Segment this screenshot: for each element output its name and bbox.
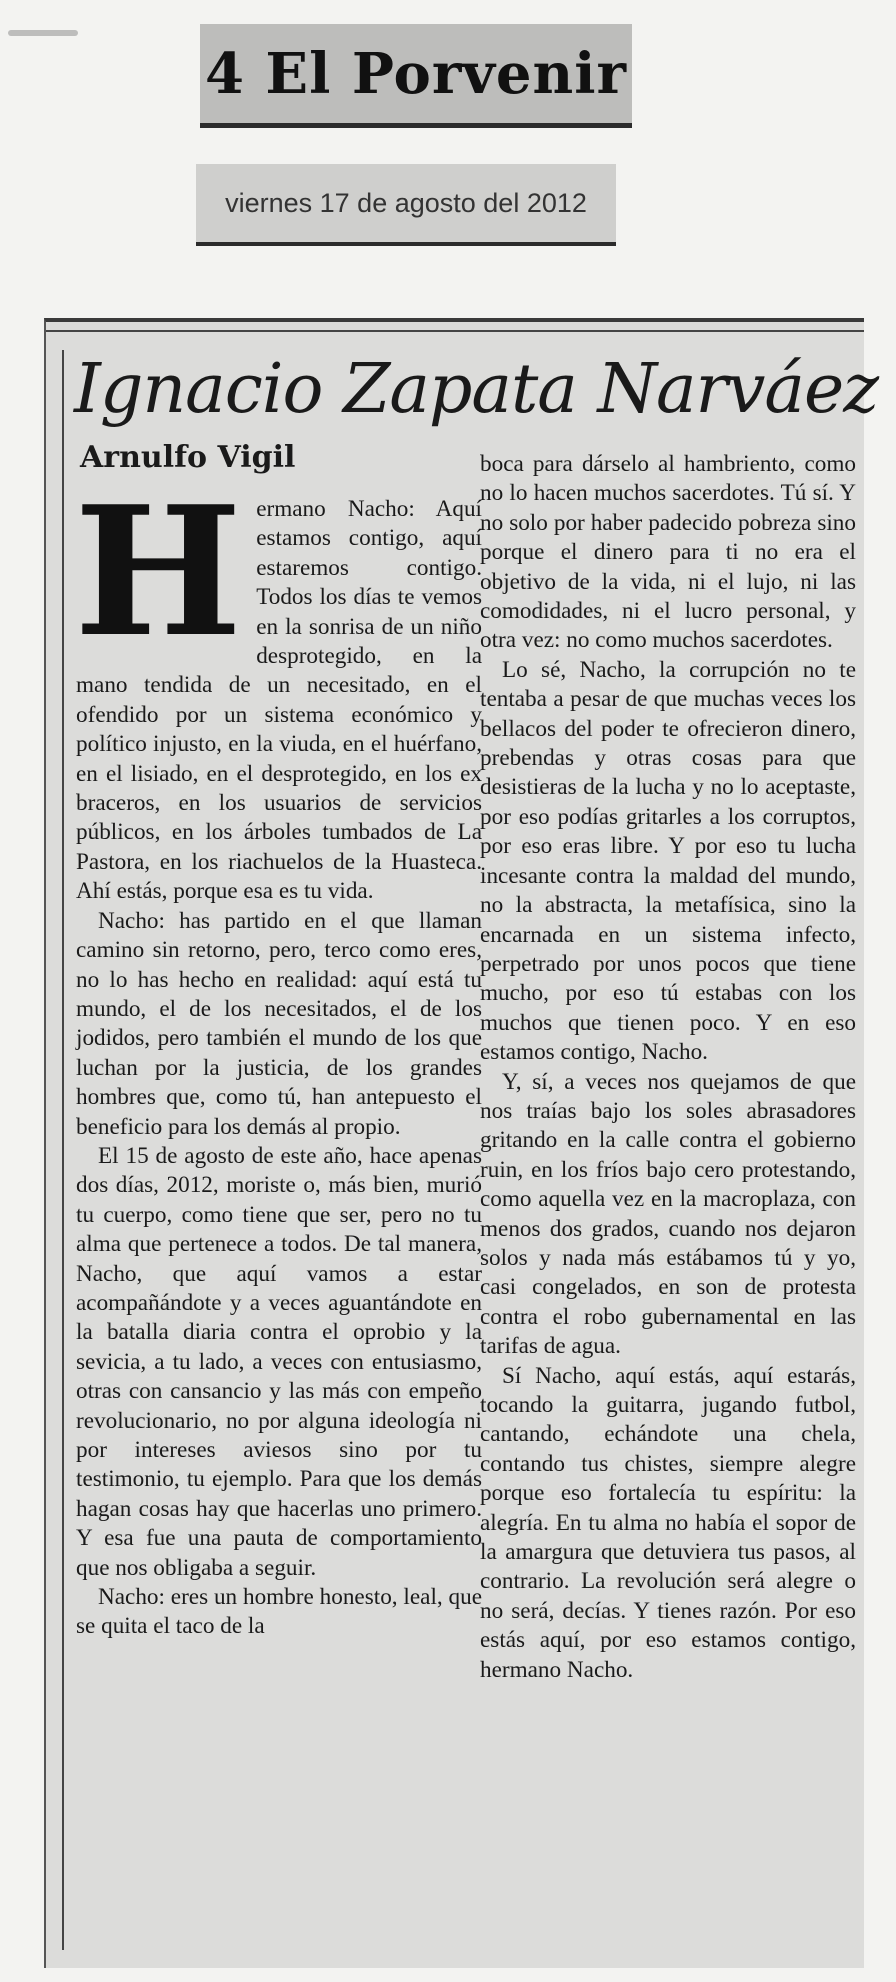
- article-clipping: [44, 318, 879, 1968]
- publication-date: viernes 17 de agosto del 2012: [225, 187, 587, 218]
- newspaper-masthead: [200, 24, 632, 128]
- paragraph: Lo sé, Nacho, la corrupción no te tentaba a pesar de que muchas veces los bellacos del poder te ofrecieron dinero, prebendas y otras cosas para que desistieras de la lucha y no lo aceptaste, por eso podías gritarles a los corruptos, por eso eras libre. Y por eso tu lucha incesante contra la maldad del mundo, no la abstracta, la metafísica, sino la encarnada en un sistema infecto, perpetrado por unos pocos que tiene mucho, por eso tú estabas con los muchos que tienen poco. Y en eso estamos contigo, Nacho.: [480, 656, 856, 1066]
- masthead-title: 4 El Porvenir: [204, 40, 628, 107]
- scan-speck: [8, 30, 78, 36]
- article-author: Arnulfo Vigil: [80, 440, 296, 475]
- paragraph: Y, sí, a veces nos quejamos de que nos traías bajo los soles abrasadores gritando en la calle contra el gobierno ruin, en los fríos bajo cero protestando, como aquella vez en la macroplaza, con menos dos grados, cuando nos dejaron solos y nada más estábamos tú y yo, casi congelados, en son de protesta contra el robo gubernamental en las tarifas de agua.: [480, 1068, 856, 1360]
- paragraph: ermano Nacho: Aquí estamos contigo, aquí estaremos contigo. Todos los días te vemos en la sonrisa de un niño desprotegido, en la mano tendida de un necesitado, en el ofendido por un sistema económico y político injusto, en la viuda, en el huérfano, en el lisiado, en el desprotegido, en los ex braceros, en los usuarios de servicios públicos, en los árboles tumbados de La Pastora, en los riachuelos de la Huasteca. Ahí estás, porque esa es tu vida.: [76, 496, 482, 905]
- paragraph: Sí Nacho, aquí estás, aquí estarás, tocando la guitarra, jugando futbol, cantando, echándote una chela, contando tus chistes, siempre alegre porque eso fortalecía tu espíritu: la alegría. En tu alma no había el sopor de la amargura que detuviera tus pasos, al contrario. La revolución será alegre o no será, decías. Y tienes razón. Por eso estás aquí, por eso estamos contigo, hermano Nacho.: [480, 1362, 856, 1683]
- side-rule: [62, 350, 64, 1950]
- paragraph: Nacho: eres un hombre honesto, leal, que se quita el taco de la: [76, 1584, 482, 1640]
- paragraph: Nacho: has partido en el que llaman camino sin retorno, pero, terco como eres, no lo has hecho en realidad: aquí está tu mundo, el de los necesitados, el de los jodidos, pero también el mundo de los que luchan por la justicia, de los grandes hombres que, como tú, han antepuesto el beneficio para los demás al propio.: [76, 907, 482, 1140]
- dateline-box: [196, 164, 616, 246]
- drop-cap: H: [74, 467, 243, 676]
- paragraph: El 15 de agosto de este año, hace apenas dos días, 2012, moriste o, más bien, murió tu cuerpo, como tiene que ser, pero no tu alma que pertenece a todos. De tal manera, Nacho, que aquí vamos a estar acompañándote y a veces aguantándote en la batalla diaria contra el oprobio y la sevicia, a tu lado, a veces con entusiasmo, otras con cansancio y las más con empeño revolucionario, no por alguna ideología ni por intereses aviesos sino por tu testimonio, tu ejemplo. Para que los demás hagan cosas hay que hacerlas uno primero. Y esa fue una pauta de comportamiento que nos obligaba a seguir.: [76, 1142, 482, 1581]
- top-rule: [46, 330, 864, 332]
- article-column-2: [480, 450, 856, 1685]
- article-column-1: [74, 467, 482, 1642]
- article-title: Ignacio Zapata Narváez: [74, 350, 879, 429]
- paragraph: boca para dárselo al hambriento, como no lo hacen muchos sacerdotes. Tú sí. Y no solo por haber padecido pobreza sino porque el dinero para ti no era el objetivo de la vida, ni el lujo, ni las comodidades, ni el lucro personal, y otra vez: no como muchos sacerdotes.: [480, 451, 856, 654]
